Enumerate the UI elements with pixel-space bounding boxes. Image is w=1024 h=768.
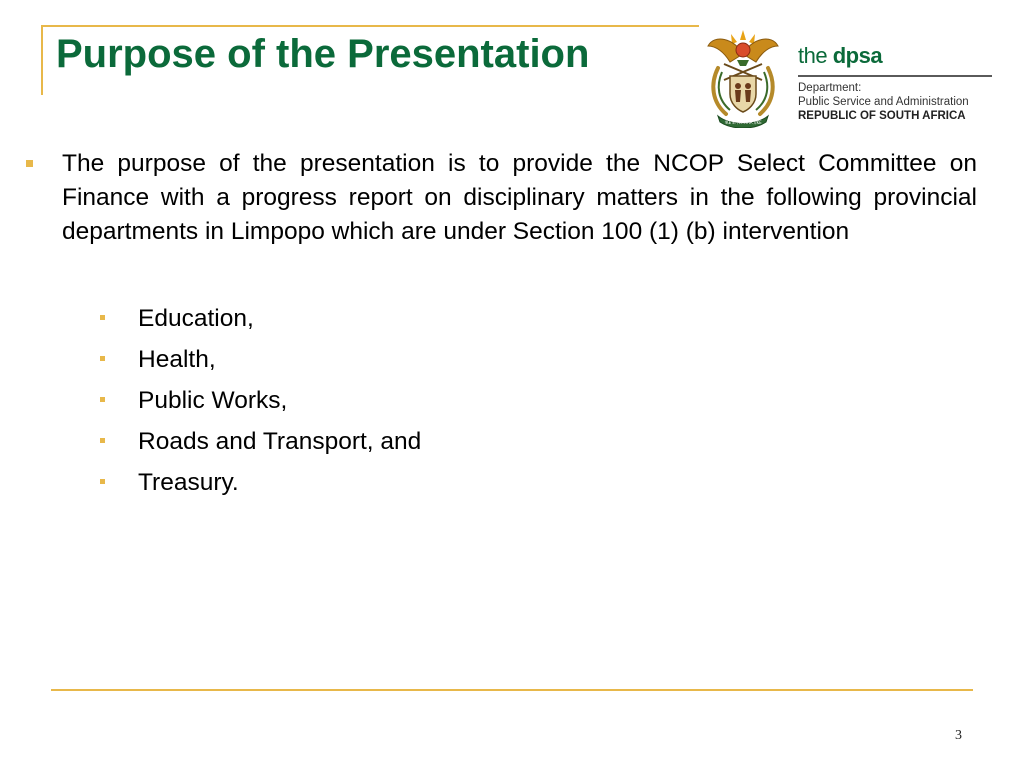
slide-title: Purpose of the Presentation: [56, 32, 590, 76]
department-label: Treasury.: [138, 469, 239, 496]
list-item: [98, 462, 421, 503]
dpsa-divider: [798, 75, 992, 77]
body-paragraph: The purpose of the presentation is to provide the NCOP Select Committee on Finance with a progress report on disciplinary matters in the following provincial departments in Limpopo which are under Section 100 (1) (b) intervention: [62, 150, 977, 245]
dpsa-wordmark-the: the: [798, 43, 828, 68]
department-list: [98, 298, 421, 503]
list-item: [98, 421, 421, 462]
list-item: [98, 298, 421, 339]
page-number: 3: [955, 728, 962, 743]
dpsa-department-label: Department:: [798, 82, 862, 94]
dpsa-country: REPUBLIC OF SOUTH AFRICA: [798, 110, 966, 122]
main-bullet: [26, 160, 33, 167]
department-label: Education,: [138, 305, 254, 332]
dpsa-department-name: Public Service and Administration: [798, 96, 969, 108]
crest-motto: !KE E: /XARRA //KE: [724, 120, 762, 125]
coat-of-arms-icon: [704, 28, 782, 128]
sub-bullet: [100, 315, 105, 320]
sub-bullet: [100, 356, 105, 361]
sub-bullet: [100, 438, 105, 443]
department-label: Roads and Transport, and: [138, 428, 422, 455]
department-label: Health,: [138, 346, 216, 373]
list-item: [98, 380, 421, 421]
list-item: [98, 339, 421, 380]
department-label: Public Works,: [138, 387, 288, 414]
footer-divider: [51, 689, 973, 691]
dpsa-logo: [798, 44, 994, 123]
dpsa-wordmark: [798, 44, 994, 68]
sub-bullet: [100, 479, 105, 484]
sub-bullet: [100, 397, 105, 402]
dpsa-wordmark-name: dpsa: [832, 43, 883, 68]
